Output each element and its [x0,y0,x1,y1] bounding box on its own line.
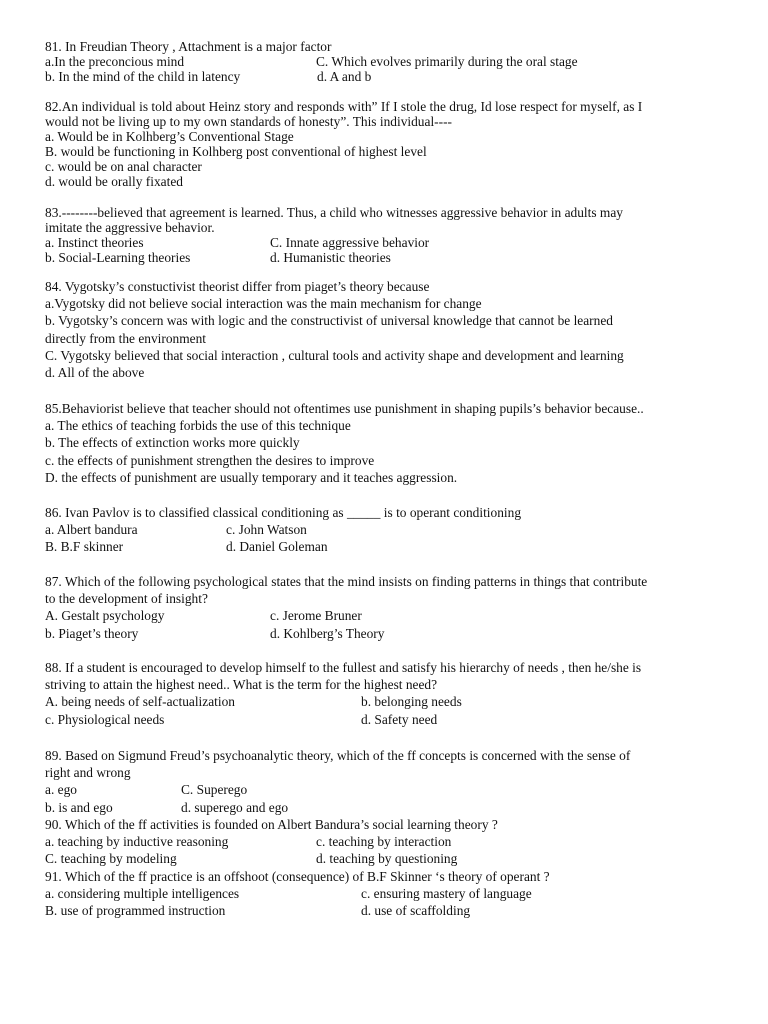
question-82 [45,99,725,189]
option-b-continued: directly from the environment [45,330,207,346]
question-stem-line-1: 87. Which of the following psychological states that the mind insists on finding patterns in things that contribute [45,574,648,589]
question-stem: 85.Behaviorist believe that teacher should not oftentimes use punishment in shaping pupils’s behavior because.. [45,401,644,416]
option-b: C. teaching by modeling [45,851,177,867]
option-a: a. considering multiple intelligences [45,886,240,902]
option-b: B. use of programmed instruction [45,903,226,919]
question-stem-line-1: 83.--------believed that agreement is learned. Thus, a child who witnesses aggressive behavior in adults may [45,205,623,220]
question-85 [45,400,725,486]
option-c: c. teaching by interaction [316,834,452,850]
option-b: b. is and ego [45,799,113,815]
option-c: c. Physiological needs [45,711,165,727]
question-stem: 84. Vygotsky’s constuctivist theorist differ from piaget’s theory because [45,279,430,294]
question-88 [45,659,725,728]
option-d: d. A and b [317,69,372,84]
question-83 [45,205,725,265]
option-c: C. Which evolves primarily during the oral stage [316,54,578,69]
question-87 [45,573,725,642]
option-a: a. The ethics of teaching forbids the use of this technique [45,418,351,434]
option-a: A. being needs of self-actualization [45,694,235,710]
option-a: a. teaching by inductive reasoning [45,834,229,850]
option-a: a. Would be in Kolhberg’s Conventional Stage [45,129,294,144]
question-90 [45,816,725,868]
option-d: d. Safety need [361,711,438,727]
option-c: c. ensuring mastery of language [361,886,532,902]
option-d: d. All of the above [45,365,145,381]
option-b: b. belonging needs [361,694,462,710]
option-d: d. superego and ego [181,799,289,815]
question-stem-line-2: imitate the aggressive behavior. [45,220,215,235]
option-a: a. Albert bandura [45,522,138,538]
question-stem: 81. In Freudian Theory , Attachment is a major factor [45,39,332,54]
option-b: b. Piaget’s theory [45,625,139,641]
option-c: C. Superego [181,782,248,798]
option-c: c. Jerome Bruner [270,608,362,624]
option-c: c. would be on anal character [45,159,202,174]
option-b: B. B.F skinner [45,539,124,555]
option-d: D. the effects of punishment are usually temporary and it teaches aggression. [45,469,458,485]
option-a: a.Vygotsky did not believe social interaction was the main mechanism for change [45,296,482,312]
option-d: d. Humanistic theories [270,250,391,265]
question-stem: 91. Which of the ff practice is an offshoot (consequence) of B.F Skinner ‘s theory of operant ? [45,869,550,884]
question-stem-line-1: 88. If a student is encouraged to develop himself to the fullest and satisfy his hierarchy of needs , then he/she is [45,660,642,675]
option-a: a. ego [45,782,77,798]
question-stem-line-2: striving to attain the highest need.. What is the term for the highest need? [45,677,438,693]
option-d: d. use of scaffolding [361,903,471,919]
question-stem-line-1: 82.An individual is told about Heinz story and responds with” If I stole the drug, Id lose respect for myself, as I [45,99,643,114]
option-d: d. teaching by questioning [316,851,458,867]
question-stem: 86. Ivan Pavlov is to classified classical conditioning as _____ is to operant conditioning [45,505,522,520]
option-c: c. John Watson [226,522,307,538]
question-stem-line-2: to the development of insight? [45,591,208,607]
option-d: d. Kohlberg’s Theory [270,625,385,641]
option-c: C. Vygotsky believed that social interaction , cultural tools and activity shape and development and learning [45,347,624,363]
option-b: b. Social-Learning theories [45,250,191,265]
option-a: a.In the preconcious mind [45,54,185,69]
option-c: c. the effects of punishment strengthen the desires to improve [45,452,375,468]
option-b: b. Vygotsky’s concern was with logic and the constructivist of universal knowledge that cannot be learned [45,313,613,329]
question-stem: 90. Which of the ff activities is founded on Albert Bandura’s social learning theory ? [45,817,498,832]
option-b: b. In the mind of the child in latency [45,69,241,84]
question-stem-line-2: would not be living up to my own standards of honesty”. This individual---- [45,114,453,129]
option-d: d. would be orally fixated [45,174,183,189]
question-91 [45,868,725,920]
option-c: C. Innate aggressive behavior [270,235,430,250]
question-81 [45,39,725,84]
option-a: a. Instinct theories [45,235,144,250]
question-86 [45,504,725,556]
question-89 [45,747,725,816]
question-stem-line-1: 89. Based on Sigmund Freud’s psychoanalytic theory, which of the ff concepts is concerned with the sense of [45,748,631,763]
option-d: d. Daniel Goleman [226,539,328,555]
question-84 [45,278,725,381]
option-b: b. The effects of extinction works more quickly [45,435,300,451]
option-a: A. Gestalt psychology [45,608,165,624]
question-stem-line-2: right and wrong [45,765,131,781]
option-b: B. would be functioning in Kolhberg post conventional of highest level [45,144,427,159]
